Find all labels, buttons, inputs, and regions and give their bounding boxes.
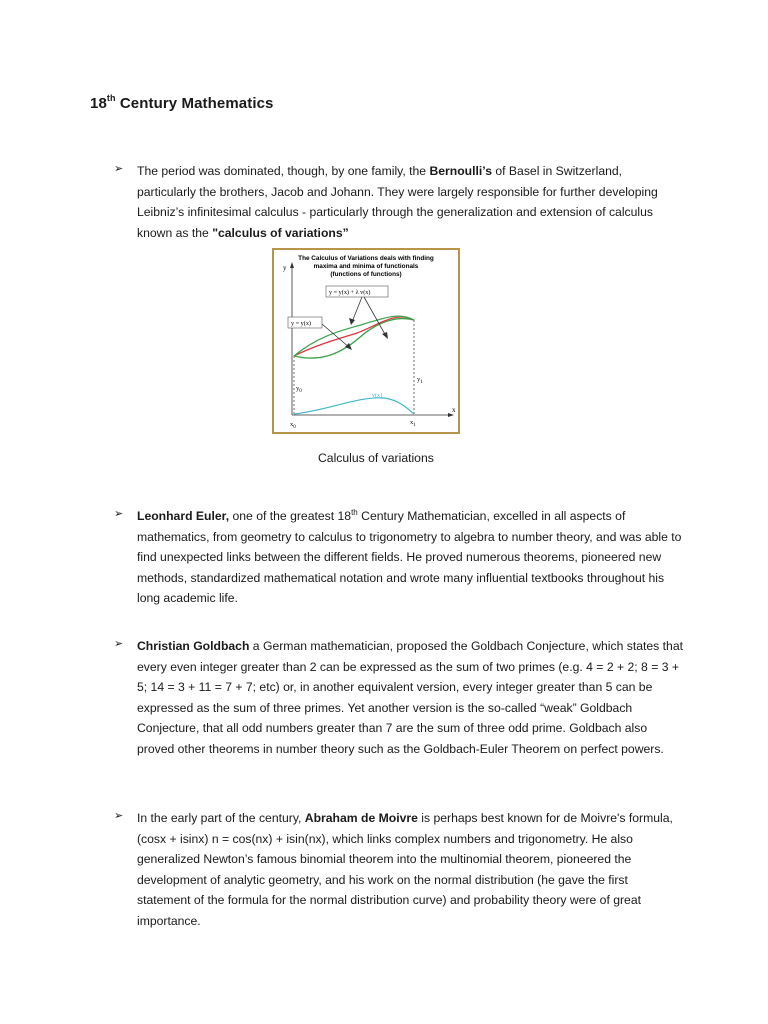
arrow-bullet-icon: ➢: [114, 638, 124, 650]
calculus-of-variations-figure: [272, 248, 460, 434]
paragraph-goldbach: Christian Goldbach a German mathematician, proposed the Goldbach Conjecture, which states that every even integer greater than 2 can be expressed as the sum of two primes (e.g. 4 = 2 + 2; 8 = 3 + 5; 14 = 3 + 11 = 7 + 7; etc) or, in another equivalent version, every integer greater than 5 can be expressed as the sum of three primes. Yet another version is the so-called “weak” Goldbach Conjecture, that all odd numbers greater than 7 are the sum of three odd prime. Goldbach also proved other theorems in number theory such as the Goldbach-Euler Theorem on perfect powers.: [137, 639, 683, 756]
title-superscript: th: [106, 93, 116, 103]
axis-y-label: y: [283, 264, 287, 272]
box-left-text: y = y(x): [291, 320, 311, 327]
figure-header-3: (functions of functions): [330, 271, 402, 278]
arrow-bullet-icon: ➢: [114, 810, 124, 822]
figure-header-1: The Calculus of Variations deals with finding: [298, 255, 434, 262]
x1-label: $x_1$: [410, 419, 416, 428]
paragraph-de-moivre: In the early part of the century, Abraham de Moivre is perhaps best known for de Moivre's formula, (cosx + isinx) n = cos(nx) + isin(nx), which links complex numbers and trigonometry. He also generalized Newton’s famous binomial theorem into the multinomial theorem, pioneered the development of analytic geometry, and his work on the normal distribution (he gave the first statement of the formula for the normal distribution curve) and probability theory were of great importance.: [137, 811, 673, 928]
y-axis-arrow-icon: [290, 262, 294, 268]
vx-label: v(x): [372, 393, 382, 399]
figure-caption: Calculus of variations: [318, 451, 434, 465]
arrow-bullet-icon: ➢: [114, 163, 124, 175]
y0-label: $y_0$: [296, 385, 302, 394]
pointer-arrow-1: [352, 297, 362, 322]
figure-header-2: maxima and minima of functionals: [313, 263, 419, 270]
x0-label: $x_0$: [290, 421, 296, 430]
pointer-arrow-2: [364, 297, 386, 336]
bullet-item-goldbach: [114, 636, 684, 759]
paragraph-euler: Leonhard Euler, one of the greatest 18th Century Mathematician, excelled in all aspects of mathematics, from geometry to calculus to trigonometry to algebra to number theory, and was able to find unexpected links between the different fields. He proved numerous theorems, pioneered new methods, standardized mathematical notation and wrote many influential textbooks throughout his long academic life.: [137, 507, 682, 605]
cyan-curve: [294, 398, 414, 414]
arrow-head-2-icon: [382, 332, 388, 339]
bullet-item-euler: [114, 506, 684, 609]
bullet-item-bernoulli: [114, 161, 684, 243]
y1-label: $y_1$: [417, 376, 423, 385]
figure-diagram: [274, 250, 458, 432]
box-top-text: y = y(x) + λ v(x): [329, 289, 371, 296]
arrow-bullet-icon: ➢: [114, 508, 124, 520]
bullet-item-de-moivre: [114, 808, 684, 931]
axis-x-label: x: [452, 406, 456, 414]
arrow-head-1-icon: [349, 318, 355, 325]
paragraph-bernoulli: The period was dominated, though, by one family, the Bernoulli’s of Basel in Switzerland, particularly the brothers, Jacob and Johann. They were largely responsible for further developing Leibniz’s infinitesimal calculus - particularly through the generalization and extension of calculus known as the "calculus of variations”: [137, 164, 658, 240]
page-title: 18th Century Mathematics: [90, 93, 274, 112]
